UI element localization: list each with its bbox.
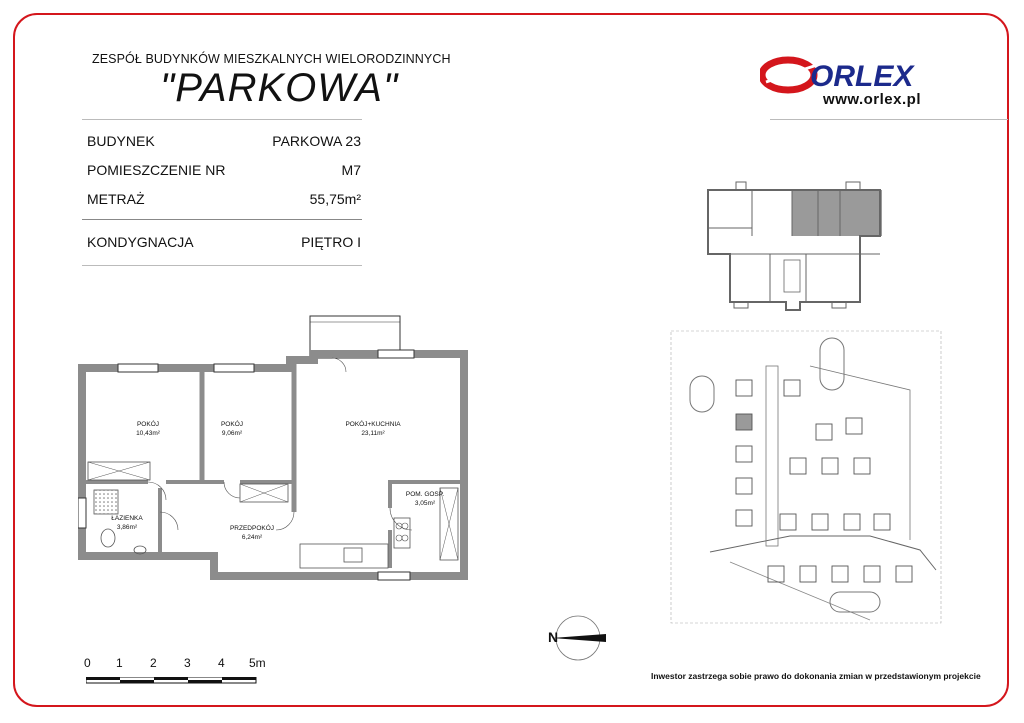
- info-label-unit: POMIESZCZENIE NR: [87, 162, 226, 178]
- logo-url[interactable]: www.orlex.pl: [823, 91, 921, 108]
- info-label-area: METRAŻ: [87, 191, 145, 207]
- info-label-floor: KONDYGNACJA: [87, 234, 194, 250]
- room-label-pokoj-2: POKÓJ 9,06m²: [220, 421, 244, 437]
- scale-tick-4: 4: [218, 656, 225, 670]
- orlex-logo-mark: [760, 54, 940, 96]
- room-label-hallway: PRZEDPOKÓJ 6,24m²: [229, 525, 275, 541]
- logo-brand-text: ORLEX: [810, 60, 914, 93]
- project-title: "PARKOWA": [160, 66, 399, 110]
- project-subtitle: ZESPÓŁ BUDYNKÓW MIESZKALNYCH WIELORODZINNYCH: [92, 52, 451, 66]
- info-rule-mid: [82, 219, 362, 220]
- room-label-living-kitchen: POKÓJ+KUCHNIA 23,11m²: [345, 421, 401, 437]
- info-label-building: BUDYNEK: [87, 133, 155, 149]
- site-plan: [670, 330, 942, 624]
- room-label-pokoj-1: POKÓJ 10,43m²: [136, 421, 160, 437]
- info-value-unit: M7: [341, 162, 361, 178]
- room-label-bathroom: ŁAZIENKA 3,86m²: [111, 515, 143, 531]
- room-label-utility: POM. GOSP. 3,05m²: [405, 491, 445, 507]
- building-key-plan: [700, 176, 890, 316]
- scale-tick-0: 0: [84, 656, 91, 670]
- scale-tick-1: 1: [116, 656, 123, 670]
- scale-tick-2: 2: [150, 656, 157, 670]
- orlex-logo[interactable]: [760, 54, 940, 96]
- scale-tick-3: 3: [184, 656, 191, 670]
- scale-bar: [86, 672, 262, 680]
- logo-rule: [770, 119, 1008, 120]
- compass-north-label: N: [548, 629, 559, 645]
- info-rule-bottom: [82, 265, 362, 266]
- info-value-area: 55,75m²: [309, 191, 361, 207]
- scale-tick-5: 5m: [249, 656, 266, 670]
- info-value-building: PARKOWA 23: [272, 133, 361, 149]
- info-value-floor: PIĘTRO I: [301, 234, 361, 250]
- disclaimer-text: Inwestor zastrzega sobie prawo do dokonania zmian w przedstawionym projekcie: [651, 671, 981, 681]
- info-rule-top: [82, 119, 362, 120]
